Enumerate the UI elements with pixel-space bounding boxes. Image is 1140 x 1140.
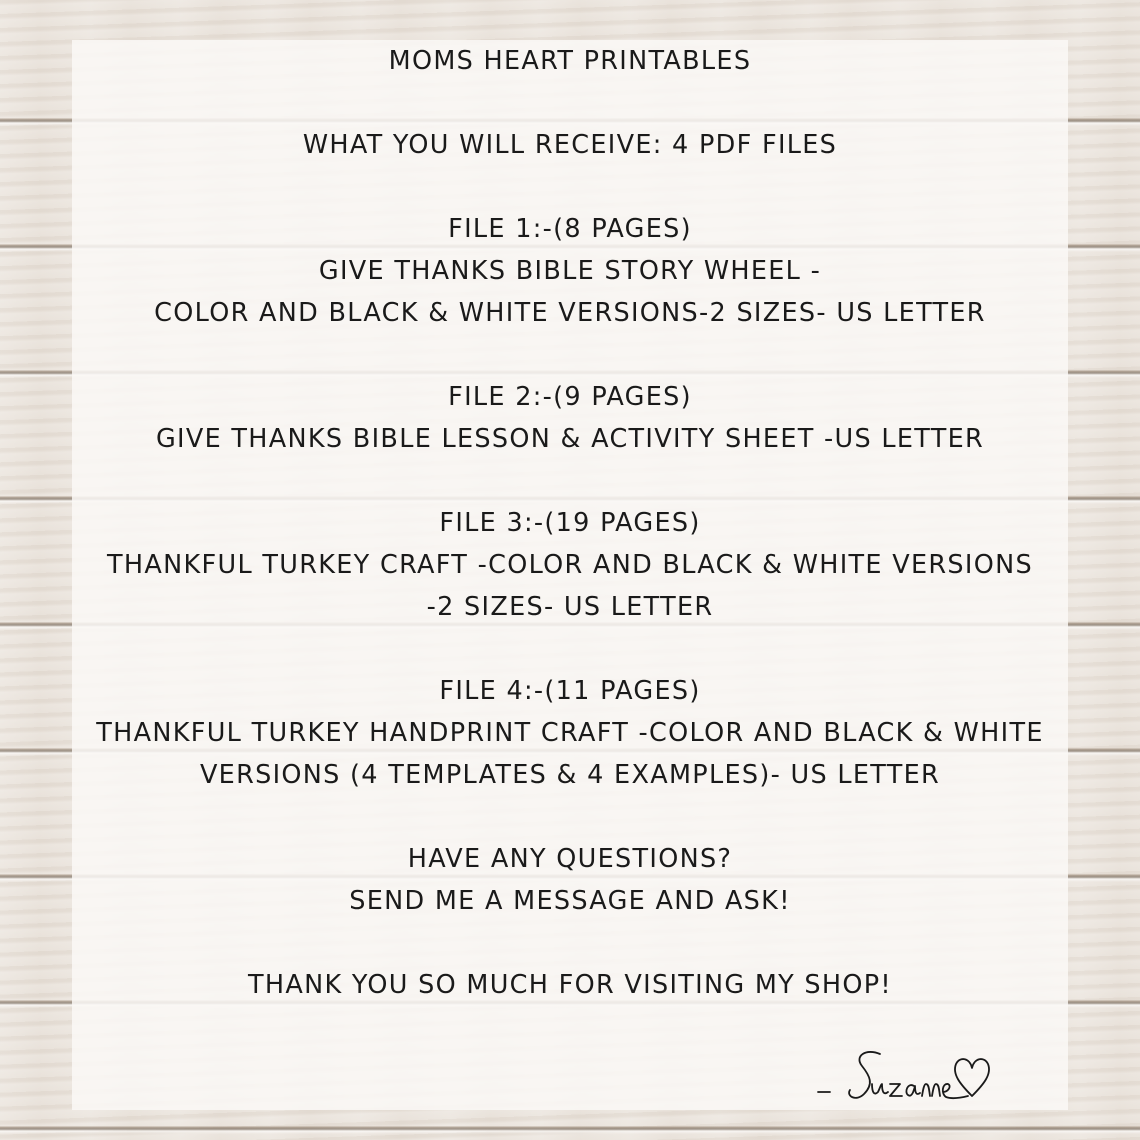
- signature-suzanne: [810, 1040, 1000, 1115]
- file-1-line-1: GIVE THANKS BIBLE STORY WHEEL -: [318, 256, 822, 286]
- receive-line: WHAT YOU WILL RECEIVE: 4 PDF FILES: [302, 130, 838, 160]
- thanks-line: THANK YOU SO MUCH FOR VISITING MY SHOP!: [248, 970, 892, 1000]
- file-3-heading: FILE 3:-(19 PAGES): [439, 508, 701, 538]
- file-3-line-2: -2 SIZES- US LETTER: [426, 592, 714, 622]
- file-2-line-1: GIVE THANKS BIBLE LESSON & ACTIVITY SHEET -US LETTER: [155, 424, 985, 454]
- questions-line-1: HAVE ANY QUESTIONS?: [407, 844, 733, 874]
- shop-name: MOMS HEART PRINTABLES: [388, 46, 752, 76]
- file-3-line-1: THANKFUL TURKEY CRAFT -COLOR AND BLACK & WHITE VERSIONS: [107, 550, 1033, 580]
- product-description: [72, 40, 1068, 1006]
- file-4-line-1: THANKFUL TURKEY HANDPRINT CRAFT -COLOR AND BLACK & WHITE: [96, 718, 1044, 748]
- file-1-heading: FILE 1:-(8 PAGES): [448, 214, 692, 244]
- questions-line-2: SEND ME A MESSAGE AND ASK!: [349, 886, 791, 916]
- file-4-line-2: VERSIONS (4 TEMPLATES & 4 EXAMPLES)- US LETTER: [199, 760, 941, 790]
- file-4-heading: FILE 4:-(11 PAGES): [439, 676, 701, 706]
- file-1-line-2: COLOR AND BLACK & WHITE VERSIONS-2 SIZES- US LETTER: [154, 298, 986, 328]
- file-2-heading: FILE 2:-(9 PAGES): [448, 382, 692, 412]
